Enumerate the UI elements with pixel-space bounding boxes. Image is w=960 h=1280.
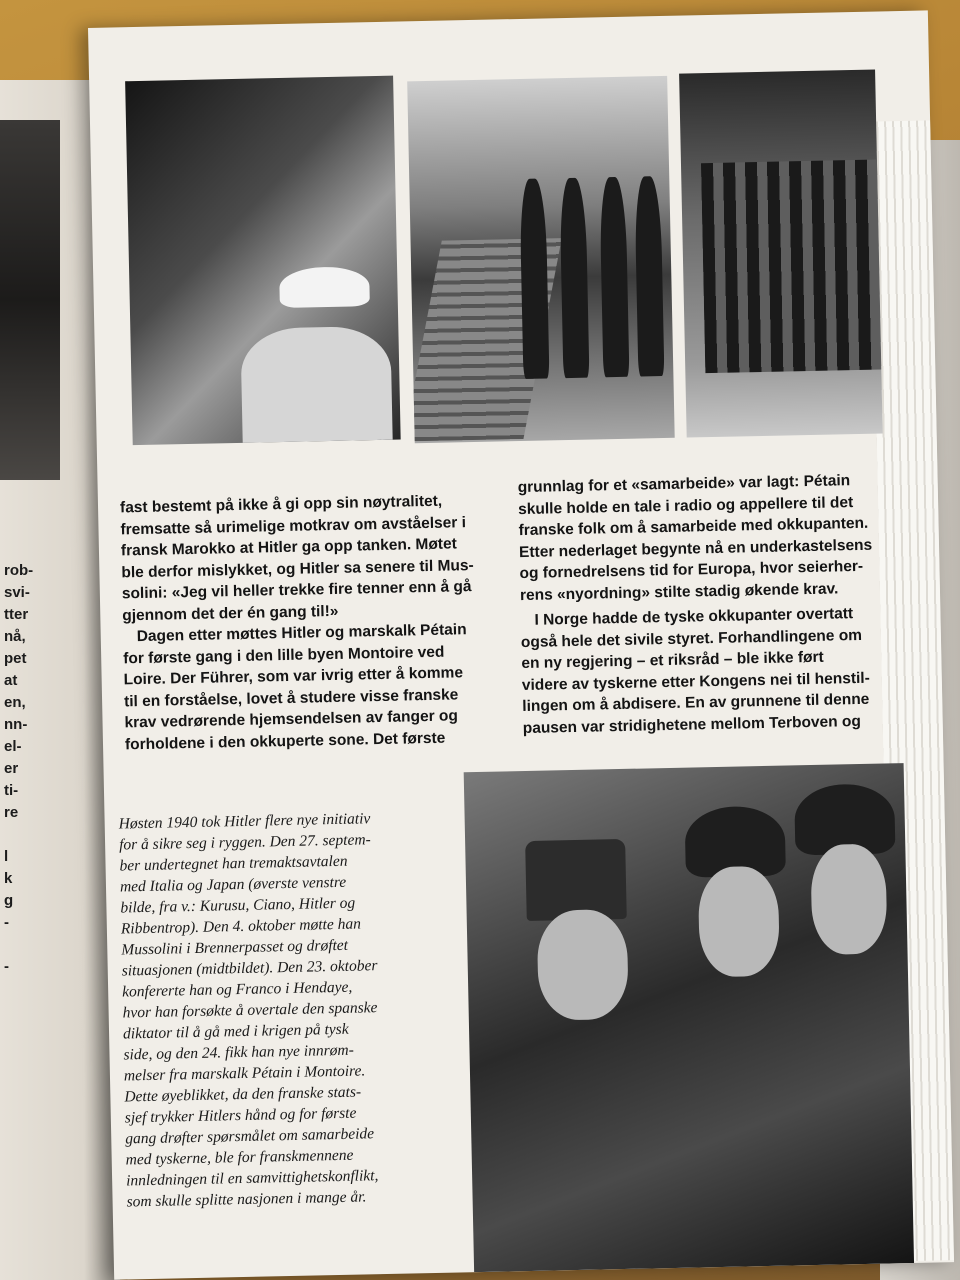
left-page-photo bbox=[0, 120, 60, 480]
text-line: forholdene i den okkuperte sone. Det første bbox=[124, 729, 446, 753]
text-line: fremsatte så urimelige motkrav om avståelser i bbox=[120, 513, 467, 538]
photo-figure-coat bbox=[240, 326, 392, 443]
text-line: fransk Marokko at Hitler ga opp tanken. Møtet bbox=[120, 535, 457, 560]
left-page-fragment: at bbox=[4, 672, 18, 689]
text-line: skulle holde en tale i radio og appellere til det bbox=[517, 493, 854, 518]
text-line: krav vedrørende hjemsendelsen av fanger og bbox=[124, 707, 459, 732]
text-line: videre av tyskerne etter Kongens nei til henstil- bbox=[521, 669, 870, 694]
left-page-fragment: l bbox=[4, 848, 9, 865]
left-page-fragment: nn- bbox=[4, 716, 28, 733]
text-column-left bbox=[120, 489, 505, 755]
text-line: Etter nederlaget begynte nå en underkastelsens bbox=[518, 536, 873, 561]
text-line: lingen om å abdisere. En av grunnene til denne bbox=[522, 690, 870, 716]
book-page bbox=[88, 10, 954, 1279]
caption-line: sjef trykker Hitlers hånd og for første bbox=[124, 1104, 357, 1127]
left-page-fragment: pet bbox=[4, 650, 27, 667]
left-page-fragment: - bbox=[4, 914, 9, 931]
text-line: grunnlag for et «samarbeide» var lagt: Pétain bbox=[517, 472, 851, 497]
photo-figure bbox=[634, 176, 664, 377]
caption-line: gang drøfter spørsmålet om samarbeide bbox=[125, 1125, 375, 1148]
text-line: og fornedrelsens tid for Europa, hvor seierher- bbox=[519, 557, 864, 583]
photo-figure bbox=[519, 178, 549, 379]
caption-line: diktator til å gå med i krigen på tysk bbox=[122, 1020, 349, 1043]
text-line: rens «nyordning» stilte stadig økende krav. bbox=[519, 579, 839, 604]
left-page-fragment bbox=[4, 934, 34, 956]
left-page-fragment: ti- bbox=[4, 782, 19, 799]
caption-line: som skulle splitte nasjonen i mange år. bbox=[126, 1188, 367, 1211]
caption-line: melser fra marskalk Pétain i Montoire. bbox=[123, 1062, 366, 1085]
text-line: solini: «Jeg vil heller trekke fire tenner enn å gå bbox=[121, 578, 472, 603]
left-page-fragment bbox=[4, 824, 34, 846]
photo-face bbox=[810, 843, 887, 955]
photo-brenner-pass bbox=[407, 76, 675, 443]
left-page-fragment: re bbox=[4, 804, 19, 821]
photo-kepi bbox=[525, 839, 627, 921]
photo-caption bbox=[118, 807, 456, 1213]
caption-line: innledningen til en samvittighetskonflikt, bbox=[125, 1167, 379, 1190]
text-line: ble derfor mislykket, og Hitler sa senere til Mus- bbox=[121, 556, 474, 581]
caption-line: side, og den 24. fikk han nye innrøm- bbox=[123, 1041, 354, 1064]
caption-line: Dette øyeblikket, da den franske stats- bbox=[124, 1083, 362, 1106]
photo-figure-cap bbox=[279, 266, 370, 308]
caption-line: hvor han forsøkte å overtale den spanske bbox=[122, 999, 378, 1022]
photo-pact-signing bbox=[125, 76, 401, 446]
left-page-fragment: er bbox=[4, 760, 19, 777]
text-line: pausen var stridighetene mellom Terboven og bbox=[522, 712, 862, 737]
left-page-fragment: tter bbox=[4, 606, 29, 623]
photo-face bbox=[537, 909, 629, 1021]
left-page-fragment: - bbox=[4, 958, 9, 975]
photo-face bbox=[698, 866, 780, 978]
caption-line: Høsten 1940 tok Hitler flere nye initiativ bbox=[118, 810, 371, 833]
left-page-fragment: rob- bbox=[4, 562, 34, 579]
caption-line: bilde, fra v.: Kurusu, Ciano, Hitler og bbox=[120, 894, 356, 917]
text-column-right bbox=[517, 469, 892, 739]
text-line: Dagen etter møttes Hitler og marskalk Pétain bbox=[136, 621, 467, 646]
caption-line: ber undertegnet han tremaktsavtalen bbox=[119, 852, 348, 875]
text-line: også hele det sivile styret. Forhandlingene om bbox=[520, 626, 863, 651]
text-line: franske folk om å samarbeide med okkupanten. bbox=[518, 514, 869, 540]
caption-line: med tyskerne, ble for franskmennene bbox=[125, 1146, 354, 1169]
left-page-fragment: k bbox=[4, 870, 13, 887]
left-page-fragment: svi- bbox=[4, 584, 30, 601]
caption-line: situasjonen (midtbildet). Den 23. oktober bbox=[121, 957, 378, 980]
left-page-fragment: el- bbox=[4, 738, 22, 755]
caption-line: for å sikre seg i ryggen. Den 27. septem- bbox=[118, 831, 371, 854]
text-line: gjennom det der én gang til!» bbox=[122, 602, 339, 624]
photo-montoire-handshake bbox=[464, 763, 914, 1272]
caption-line: Ribbentrop). Den 4. oktober møtte han bbox=[120, 915, 362, 938]
left-page-text bbox=[4, 560, 34, 978]
text-line: fast bestemt på ikke å gi opp sin nøytralitet, bbox=[119, 492, 443, 517]
left-page-fragment: en, bbox=[4, 694, 26, 711]
photo-figure bbox=[559, 178, 589, 379]
text-line: til en forståelse, lovet å studere visse franske bbox=[123, 685, 459, 710]
text-line: en ny regjering – et riksråd – ble ikke ført bbox=[521, 648, 824, 673]
caption-line: Mussolini i Brennerpasset og drøftet bbox=[121, 936, 349, 959]
text-line: for første gang i den lille byen Montoire ved bbox=[123, 643, 445, 667]
photo-figure bbox=[599, 177, 629, 378]
caption-line: med Italia og Japan (øverste venstre bbox=[119, 873, 347, 896]
photo-honor-guard bbox=[679, 70, 883, 438]
photo-soldiers bbox=[701, 160, 881, 374]
left-page-fragment: g bbox=[4, 892, 14, 909]
caption-line: konfererte han og Franco i Hendaye, bbox=[122, 978, 353, 1001]
left-page-fragment: nå, bbox=[4, 628, 26, 645]
text-line: I Norge hadde de tyske okkupanter overtatt bbox=[534, 605, 854, 629]
text-line: Loire. Der Führer, som var ivrig etter å komme bbox=[123, 664, 464, 689]
